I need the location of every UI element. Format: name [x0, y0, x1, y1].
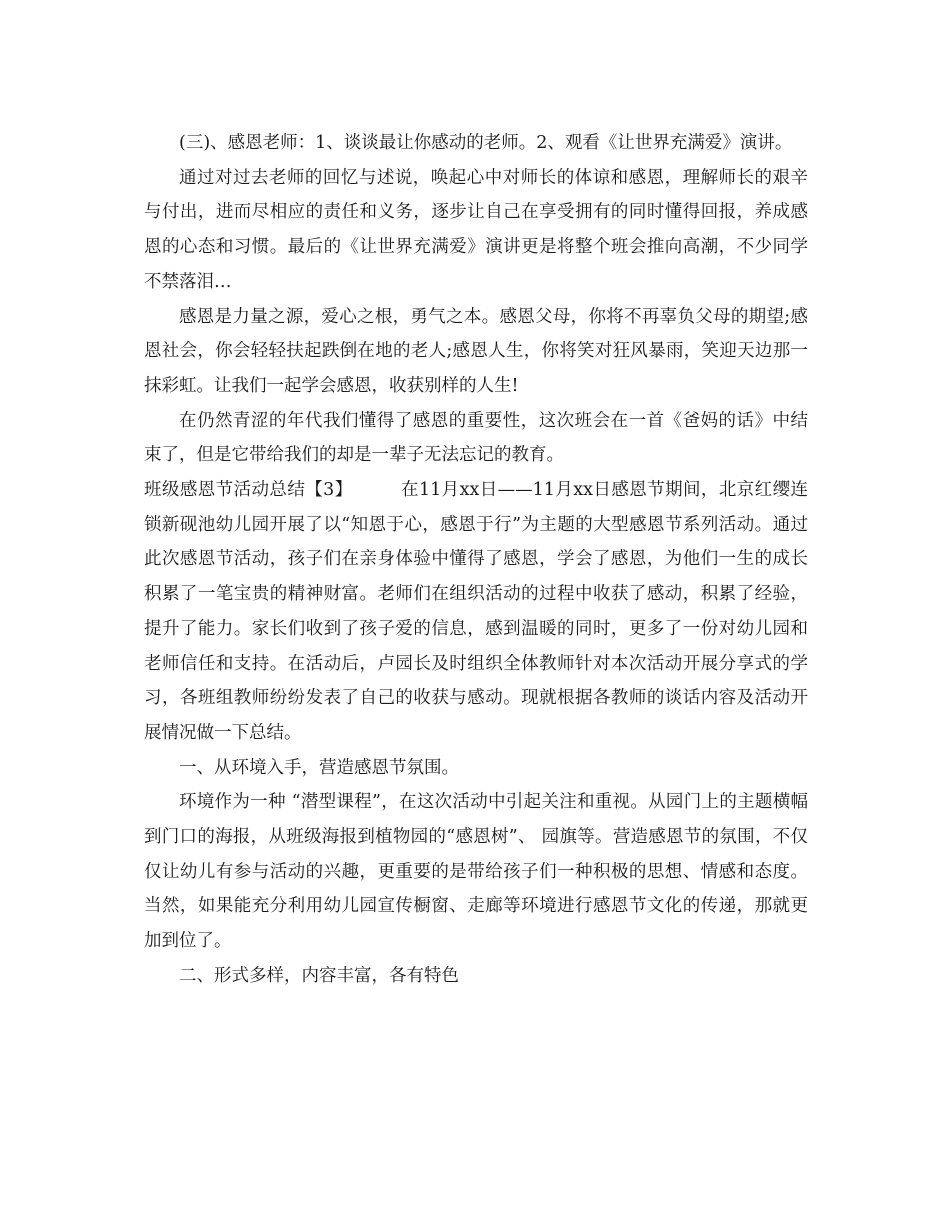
paragraph-class-meeting-end: 在仍然青涩的年代我们懂得了感恩的重要性，这次班会在一首《爸妈的话》中结束了，但是它带给我们的却是一辈子无法忘记的教育。 — [144, 410, 808, 466]
paragraph-teacher-reflection: 通过对过去老师的回忆与述说，唤起心中对师长的体谅和感恩，理解师长的艰辛与付出，进而尽相应的责任和义务，逐步让自己在享受拥有的同时懂得回报，养成感恩的心态和习惯。最后的《让世界充满爱》演讲更是将整个班会推向高潮，不少同学不禁落泪… — [144, 167, 808, 292]
paragraph-summary-section — [144, 473, 808, 751]
paragraph-gratitude-source: 感恩是力量之源，爱心之根，勇气之本。感恩父母，你将不再辜负父母的期望;感恩社会，你会轻轻扶起跌倒在地的老人;感恩人生，你将笑对狂风暴雨，笑迎天边那一抹彩虹。让我们一起学会感恩，收获别样的人生! — [144, 306, 808, 396]
paragraph-environment-heading: 一、从环境入手，营造感恩节氛围。 — [179, 757, 459, 778]
paragraph-forms-heading: 二、形式多样，内容丰富，各有特色 — [179, 965, 459, 986]
document-body — [144, 126, 808, 994]
paragraph-environment-detail: 环境作为一种 “潜型课程”，在这次活动中引起关注和重视。从园门上的主题横幅到门口的海报，从班级海报到植物园的“感恩树”、 园旗等。营造感恩节的氛围，不仅仅让幼儿有参与活动的兴趣，更重要的是带给孩子们一种积极的思想、情感和态度。当然，如果能充分利用幼儿园宣传橱窗、走廊等环境进行感恩节文化的传递，那就更加到位了。 — [144, 792, 808, 952]
paragraph-thank-teachers: (三)、感恩老师：1、谈谈最让你感动的老师。2、观看《让世界充满爱》演讲。 — [179, 133, 793, 153]
section-heading: 班级感恩节活动总结【3】 — [144, 480, 353, 501]
section-body-text: 在11月xx日——11月xx日感恩节期间，北京红缨连锁新砚池幼儿园开展了以“知恩于心，感恩于行”为主题的大型感恩节系列活动。通过此次感恩节活动，孩子们在亲身体验中懂得了感恩，学会了感恩，为他们一生的成长积累了一笔宝贵的精神财富。老师们在组织活动的过程中收获了感动，积累了经验，提升了能力。家长们收到了孩子爱的信息，感到温暖的同时，更多了一份对幼儿园和老师信任和支持。在活动后，卢园长及时组织全体教师针对本次活动开展分享式的学习，各班组教师纷纷发表了自己的收获与感动。现就根据各教师的谈话内容及活动开展情况做一下总结。 — [144, 480, 808, 743]
